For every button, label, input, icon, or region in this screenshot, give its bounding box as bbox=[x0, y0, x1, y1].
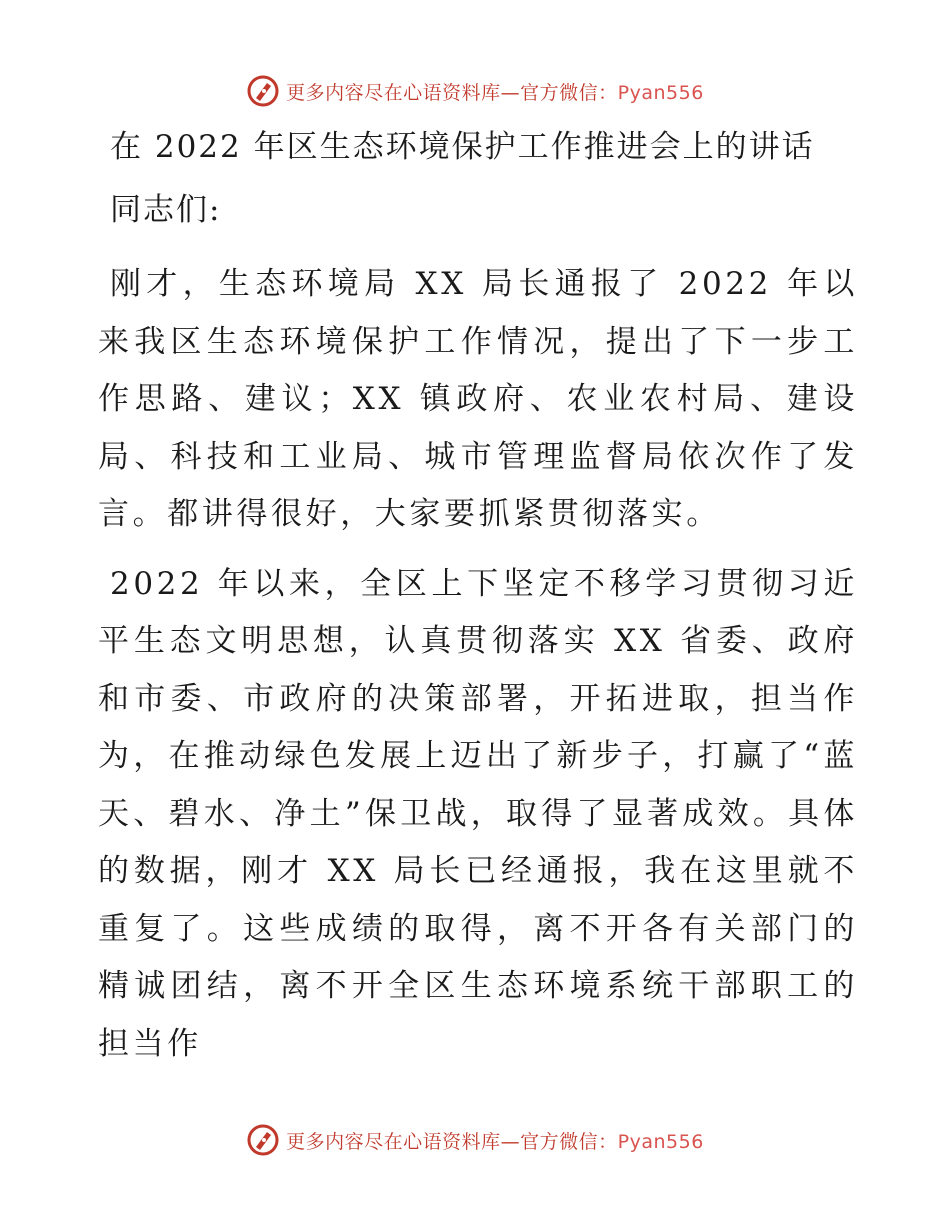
watermark-text: 更多内容尽在心语资料库—官方微信：Pyan556 bbox=[286, 81, 704, 104]
header-watermark bbox=[0, 71, 950, 111]
wechat-id: Pyan556 bbox=[617, 1130, 704, 1153]
document-body bbox=[98, 118, 858, 1073]
pen-nib-circle-icon bbox=[246, 74, 280, 108]
salutation: 同志们: bbox=[110, 192, 222, 228]
pen-nib-circle-icon bbox=[246, 1123, 280, 1157]
watermark-text: 更多内容尽在心语资料库—官方微信：Pyan556 bbox=[286, 1130, 704, 1153]
footer-watermark bbox=[0, 1120, 950, 1160]
paragraph: 2022 年以来，全区上下坚定不移学习贯彻习近平生态文明思想，认真贯彻落实 XX 省委、政府和市委、市政府的决策部署，开拓进取，担当作为，在推动绿色发展上迈出了新步子，打赢了“蓝天、碧水、净土”保卫战，取得了显著成效。具体的数据，刚才 XX 局长已经通报，我在这里就不重复了。这些成绩的取得，离不开各有关部门的精诚团结，离不开全区生态环境系统干部职工的担当作 bbox=[98, 565, 858, 1062]
document-title: 在 2022 年区生态环境保护工作推进会上的讲话 bbox=[110, 129, 815, 165]
paragraph: 刚才，生态环境局 XX 局长通报了 2022 年以来我区生态环境保护工作情况，提出了下一步工作思路、建议；XX 镇政府、农业农村局、建设局、科技和工业局、城市管理监督局依次作了发言。都讲得很好，大家要抓紧贯彻落实。 bbox=[98, 266, 858, 532]
wechat-id: Pyan556 bbox=[617, 81, 704, 104]
